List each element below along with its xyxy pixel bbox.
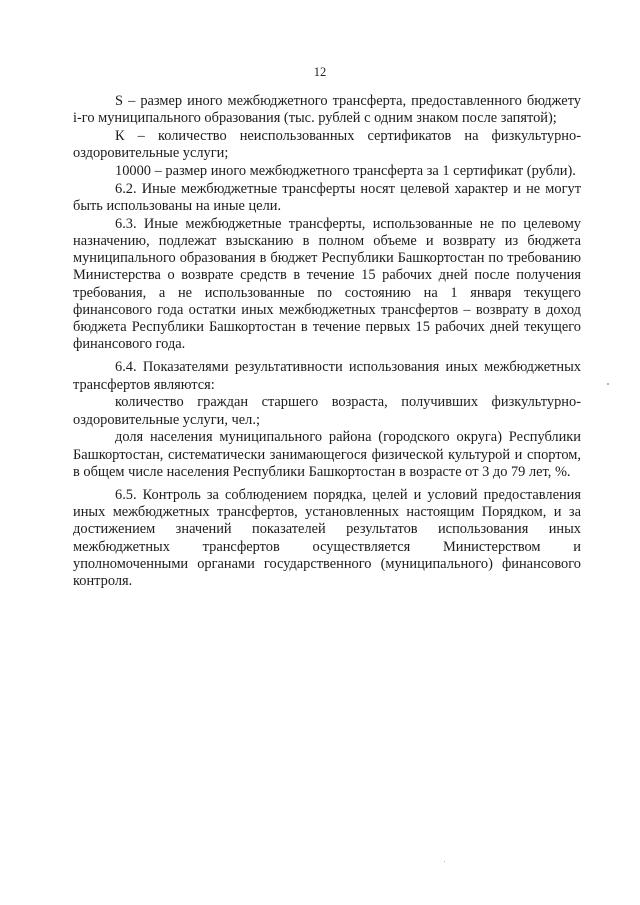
paragraph-rate-definition: 10000 – размер иного межбюджетного трансферта за 1 сертификат (рубли).: [115, 163, 576, 179]
paragraph-6-2: 6.2. Иные межбюджетные трансферты носят целевой характер и не могут быть использованы на иные цели.: [73, 180, 581, 214]
paragraph-6-4: 6.4. Показателями результативности использования иных межбюджетных трансфертов являются:: [73, 359, 581, 393]
document-body: [73, 93, 581, 590]
paragraph-indicator-2: доля населения муниципального района (городского округа) Республики Башкортостан, систематически занимающегося физической культурой и спортом, в общем числе населения Республики Башкортостан в возрасте от 3 до 79 лет, %.: [73, 429, 581, 480]
paragraph-s-definition: S – размер иного межбюджетного трансферта, предоставленного бюджету i-го муниципального образования (тыс. рублей с одним знаком после запятой);: [73, 93, 581, 127]
paragraph-6-5: 6.5. Контроль за соблюдением порядка, целей и условий предоставления иных межбюджетных трансфертов, установленных настоящим Порядком, и за достижением значений показателей результатов использования иных межбюджетных трансфертов осуществляется Министерством и уполномоченными органами государственного (муниципального) финансового контроля.: [73, 487, 581, 590]
paragraph-indicator-1: количество граждан старшего возраста, получивших физкультурно-оздоровительные услуги, чел.;: [73, 394, 581, 428]
scan-speck: [444, 861, 445, 862]
paragraph-k-definition: К – количество неиспользованных сертификатов на физкультурно-оздоровительные услуги;: [73, 128, 581, 162]
paragraph-6-3: 6.3. Иные межбюджетные трансферты, использованные не по целевому назначению, подлежат взысканию в полном объеме и возврату из бюджета муниципального образования в бюджет Республики Башкортостан по требованию Министерства о возврате средств в течение 15 рабочих дней после получения требования, а не использованные по состоянию на 1 января текущего финансового года остатки иных межбюджетных трансфертов – возврату в доход бюджета Республики Башкортостан в течение первых 15 рабочих дней текущего финансового года.: [73, 215, 581, 353]
scan-speck: [607, 383, 609, 385]
page-number: 12: [313, 65, 327, 79]
